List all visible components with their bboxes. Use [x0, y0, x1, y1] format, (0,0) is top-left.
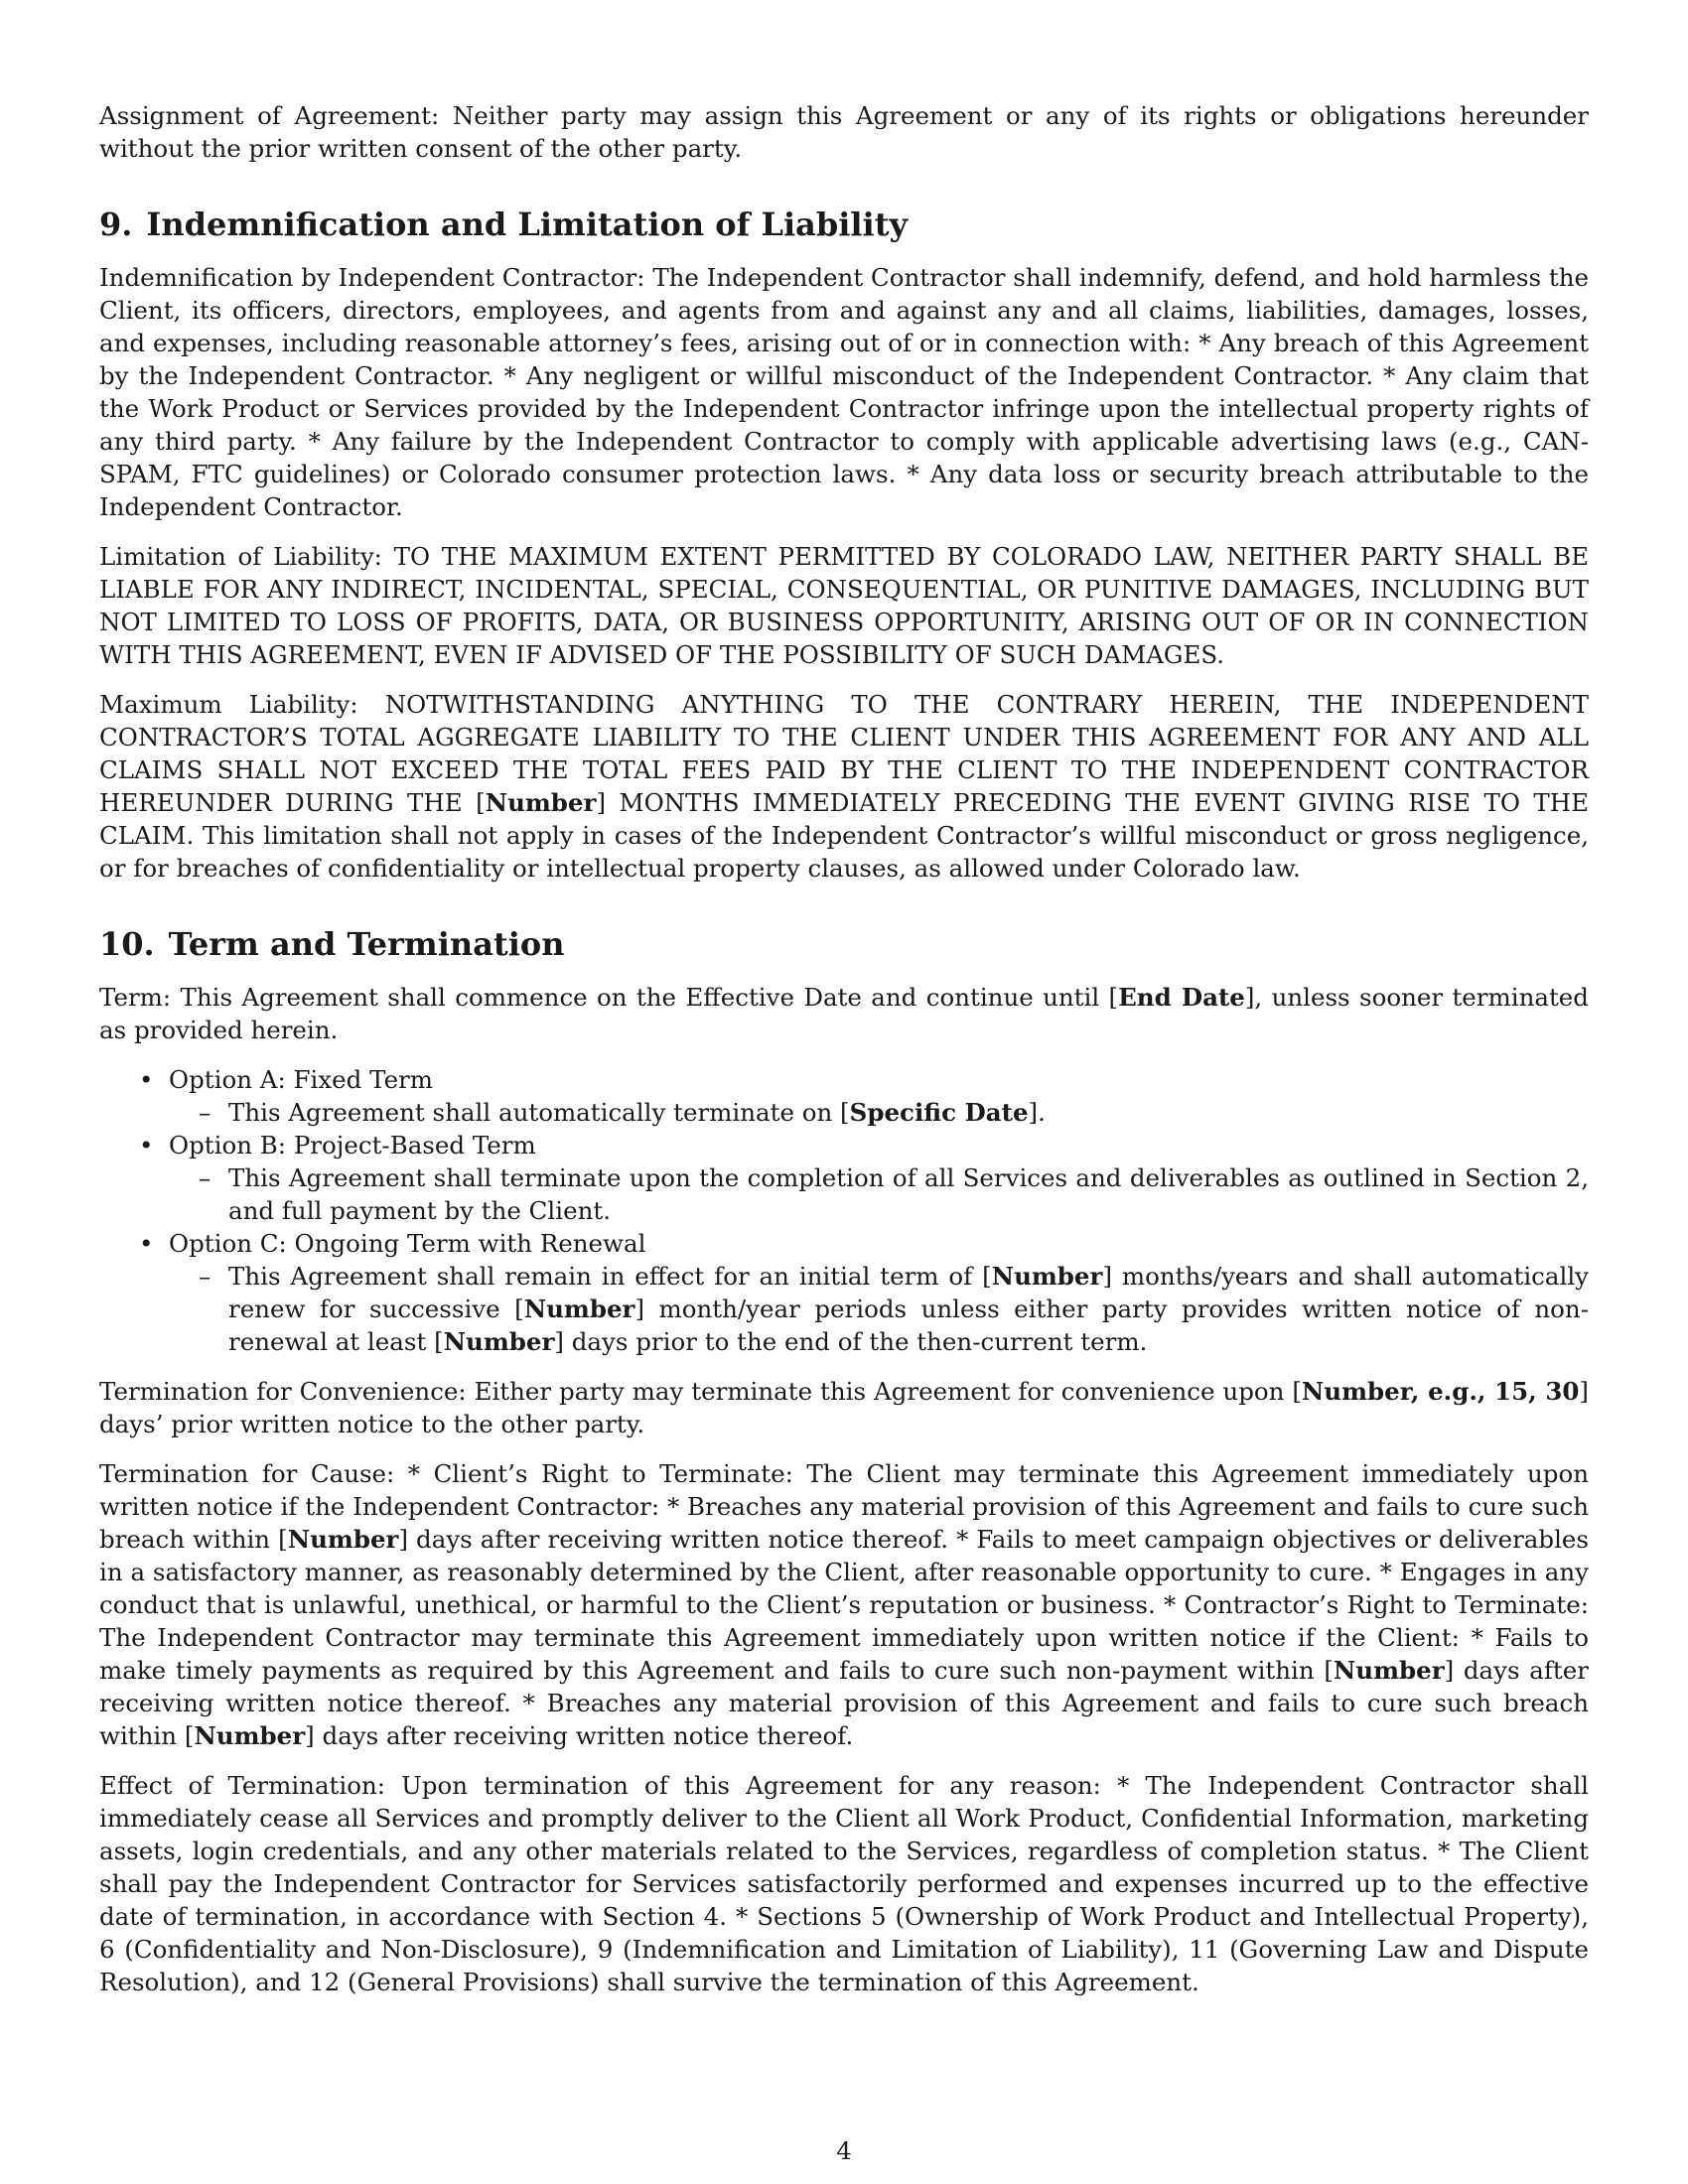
placeholder-number-days: Number, e.g., 15, 30	[1301, 1377, 1580, 1406]
section-10-heading	[99, 924, 1589, 964]
section-9-number: 9.	[99, 205, 133, 243]
section-10-title: Term and Termination	[168, 925, 565, 963]
option-b-item	[99, 1129, 1589, 1227]
option-c-label: Option C: Ongoing Term with Renewal	[169, 1229, 646, 1258]
placeholder-number: Number	[1333, 1656, 1445, 1685]
placeholder-specific-date: Specific Date	[849, 1098, 1029, 1127]
limitation-paragraph: Limitation of Liability: TO THE MAXIMUM EXTENT PERMITTED BY COLORADO LAW, NEITHER PARTY SHALL BE LIABLE FOR ANY INDIRECT, INCIDENTAL, SPECIAL, CONSEQUENTIAL, OR PUNITIVE DAMAGES, INCLUDING BUT NOT LIMITED TO LOSS OF PROFITS, DATA, OR BUSINESS OPPORTUNITY, ARISING OUT OF OR IN CONNECTION WITH THIS AGREEMENT, EVEN IF ADVISED OF THE POSSIBILITY OF SUCH DAMAGES.	[99, 542, 1589, 669]
placeholder-number: Number	[991, 1262, 1103, 1291]
document-page	[99, 99, 1589, 2015]
section-9-title: Indemnification and Limitation of Liability	[146, 205, 909, 243]
option-b-label: Option B: Project-Based Term	[169, 1131, 536, 1160]
section-9-heading	[99, 205, 1589, 244]
term-options-list	[99, 1063, 1589, 1358]
termination-convenience-paragraph: Termination for Convenience: Either party may terminate this Agreement for convenience upon [Number, e.g., 15, 30] days’ prior written notice to the other party.	[99, 1377, 1589, 1438]
option-c-detail: – This Agreement shall remain in effect for an initial term of [Number] months/years and shall automatically renew for successive [Number] month/year periods unless either party provides written notice of non-renewal at least [Number] days prior to the end of the then-current term.	[169, 1260, 1589, 1358]
maximum-liability-paragraph: Maximum Liability: NOTWITHSTANDING ANYTHING TO THE CONTRARY HEREIN, THE INDEPENDENT CONTRACTOR’S TOTAL AGGREGATE LIABILITY TO THE CLIENT UNDER THIS AGREEMENT FOR ANY AND ALL CLAIMS SHALL NOT EXCEED THE TOTAL FEES PAID BY THE CLIENT TO THE INDEPENDENT CONTRACTOR HEREUNDER DURING THE [Number] MONTHS IMMEDIATELY PRECEDING THE EVENT GIVING RISE TO THE CLAIM. This limitation shall not apply in cases of the Independent Contractor’s willful misconduct or gross negligence, or for breaches of confidentiality or intellectual property clauses, as allowed under Colorado law.	[99, 690, 1589, 883]
termination-cause-paragraph: Termination for Cause: * Client’s Right to Terminate: The Client may terminate this Agreement immediately upon written notice if the Independent Contractor: * Breaches any material provision of this Agreement and fails to cure such breach within [Number] days after receiving written notice thereof. * Fails to meet campaign objectives or deliverables in a satisfactory manner, as reasonably determined by the Client, after reasonable opportunity to cure. * Engages in any conduct that is unlawful, unethical, or harmful to the Client’s reputation or business. * Contractor’s Right to Terminate: The Independent Contractor may terminate this Agreement immediately upon written notice if the Client: * Fails to make timely payments as required by this Agreement and fails to cure such non-payment within [Number] days after receiving written notice thereof. * Breaches any material provision of this Agreement and fails to cure such breach within [Number] days after receiving written notice thereof.	[99, 1459, 1589, 1750]
option-a-detail: – This Agreement shall automatically terminate on [Specific Date].	[169, 1096, 1589, 1129]
option-b-detail: – This Agreement shall terminate upon the completion of all Services and deliverables as outlined in Section 2, and full payment by the Client.	[169, 1161, 1589, 1227]
placeholder-number: Number	[443, 1327, 555, 1356]
option-a-item	[99, 1063, 1589, 1129]
page-number: 4	[836, 2136, 852, 2165]
option-c-item	[99, 1227, 1589, 1358]
placeholder-number: Number	[485, 788, 597, 817]
option-a-label: Option A: Fixed Term	[169, 1065, 434, 1094]
placeholder-end-date: End Date	[1118, 983, 1245, 1012]
effect-of-termination-paragraph: Effect of Termination: Upon termination of this Agreement for any reason: * The Independent Contractor shall immediately cease all Services and promptly deliver to the Client all Work Product, Confidential Information, marketing assets, login credentials, and any other materials related to the Services, regardless of completion status. * The Client shall pay the Independent Contractor for Services satisfactorily performed and expenses incurred up to the effective date of termination, in accordance with Section 4. * Sections 5 (Ownership of Work Product and Intellectual Property), 6 (Confidentiality and Non-Disclosure), 9 (Indemnification and Limitation of Liability), 11 (Governing Law and Dispute Resolution), and 12 (General Provisions) shall survive the termination of this Agreement.	[99, 1771, 1589, 1996]
term-paragraph: Term: This Agreement shall commence on the Effective Date and continue until [End Date], unless sooner terminated as provided herein.	[99, 983, 1589, 1044]
placeholder-number: Number	[287, 1525, 399, 1554]
assignment-paragraph: Assignment of Agreement: Neither party may assign this Agreement or any of its rights or obligations hereunder without the prior written consent of the other party.	[99, 101, 1589, 163]
section-10-number: 10.	[99, 925, 155, 963]
placeholder-number: Number	[523, 1295, 635, 1323]
indemnification-paragraph: Indemnification by Independent Contractor: The Independent Contractor shall indemnify, defend, and hold harmless the Client, its officers, directors, employees, and agents from and against any and all claims, liabilities, damages, losses, and expenses, including reasonable attorney’s fees, arising out of or in connection with: * Any breach of this Agreement by the Independent Contractor. * Any negligent or willful misconduct of the Independent Contractor. * Any claim that the Work Product or Services provided by the Independent Contractor infringe upon the intellectual property rights of any third party. * Any failure by the Independent Contractor to comply with applicable advertising laws (e.g., CAN-SPAM, FTC guidelines) or Colorado consumer protection laws. * Any data loss or security breach attributable to the Independent Contractor.	[99, 263, 1589, 521]
placeholder-number: Number	[194, 1721, 306, 1750]
